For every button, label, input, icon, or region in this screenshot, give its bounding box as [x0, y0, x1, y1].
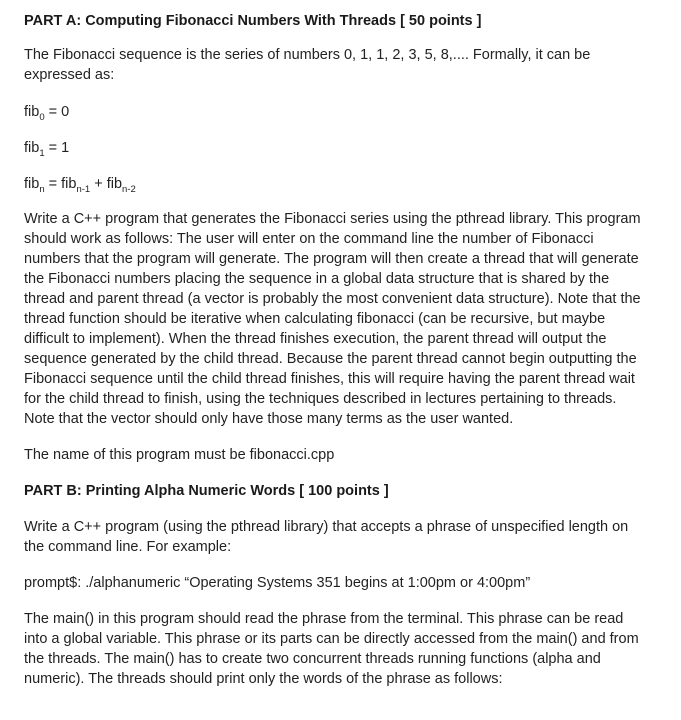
- text-line: difficult to implement). When the thread finishes execution, the parent thread will output the: [24, 331, 607, 347]
- text-line: expressed as:: [24, 67, 115, 83]
- formula-plus: + fib: [90, 176, 123, 192]
- text-line: Write a C++ program (using the pthread library) that accepts a phrase of unspecified length on: [24, 519, 629, 535]
- formula-subscript: n-2: [122, 184, 136, 195]
- part-b-heading: PART B: Printing Alpha Numeric Words [ 100 points ]: [24, 483, 389, 499]
- part-a-intro: [24, 45, 660, 85]
- text-line: the threads. The main() has to create two concurrent threads running functions (alpha and: [24, 651, 601, 667]
- formula-subscript: n-1: [76, 184, 91, 195]
- formula-fib-1: [24, 138, 660, 158]
- text-line: The main() in this program should read the phrase from the terminal. This phrase can be read: [24, 611, 624, 627]
- text-line: the command line. For example:: [24, 539, 232, 555]
- text-line: into a global variable. This phrase or its parts can be directly accessed from the main() and from: [24, 631, 639, 647]
- part-a-heading: PART A: Computing Fibonacci Numbers With Threads [ 50 points ]: [24, 13, 482, 29]
- part-a-body: [24, 209, 660, 429]
- text-line: Fibonacci sequence until the child thread finishes, this will require having the parent thread wait: [24, 371, 635, 387]
- text-line: for the child thread to finish, using the techniques described in lectures pertaining to threads.: [24, 391, 617, 407]
- text-line: Write a C++ program that generates the Fibonacci series using the pthread library. This program: [24, 211, 641, 227]
- formula-subscript: n: [39, 184, 45, 195]
- formula-rhs: = 0: [44, 104, 70, 120]
- text-line: Note that the vector should only have those many terms as the user wanted.: [24, 411, 514, 427]
- formula-base: fib: [24, 140, 40, 156]
- part-b-intro: [24, 517, 660, 557]
- formula-base: fib: [24, 104, 40, 120]
- formula-rhs: = 1: [44, 140, 70, 156]
- formula-fib-n: [24, 174, 660, 194]
- formula-eq: = fib: [44, 176, 77, 192]
- part-b-body: [24, 609, 660, 689]
- formula-subscript: 0: [39, 112, 45, 123]
- formula-fib-0: [24, 102, 660, 122]
- text-line: The Fibonacci sequence is the series of numbers 0, 1, 1, 2, 3, 5, 8,.... Formally, it can be: [24, 47, 591, 63]
- formula-base: fib: [24, 176, 40, 192]
- program-name-note: The name of this program must be fibonacci.cpp: [24, 447, 335, 463]
- text-line: should work as follows: The user will enter on the command line the number of Fibonacci: [24, 231, 594, 247]
- text-line: sequence generated by the child thread. Because the parent thread cannot begin outputting the: [24, 351, 637, 367]
- text-line: thread and parent thread (a vector is probably the most convenient data structure). Note that the: [24, 291, 641, 307]
- text-line: numbers that the program will generate. The program will then create a thread that will generate: [24, 251, 639, 267]
- text-line: the Fibonacci numbers placing the sequence in a global data structure that is shared by the: [24, 271, 610, 287]
- formula-subscript: 1: [39, 148, 45, 159]
- example-command: prompt$: ./alphanumeric “Operating Systems 351 begins at 1:00pm or 4:00pm”: [24, 575, 531, 591]
- text-line: thread function should be iterative when calculating fibonacci (can be recursive, but maybe: [24, 311, 606, 327]
- text-line: numeric). The threads should print only the words of the phrase as follows:: [24, 671, 503, 687]
